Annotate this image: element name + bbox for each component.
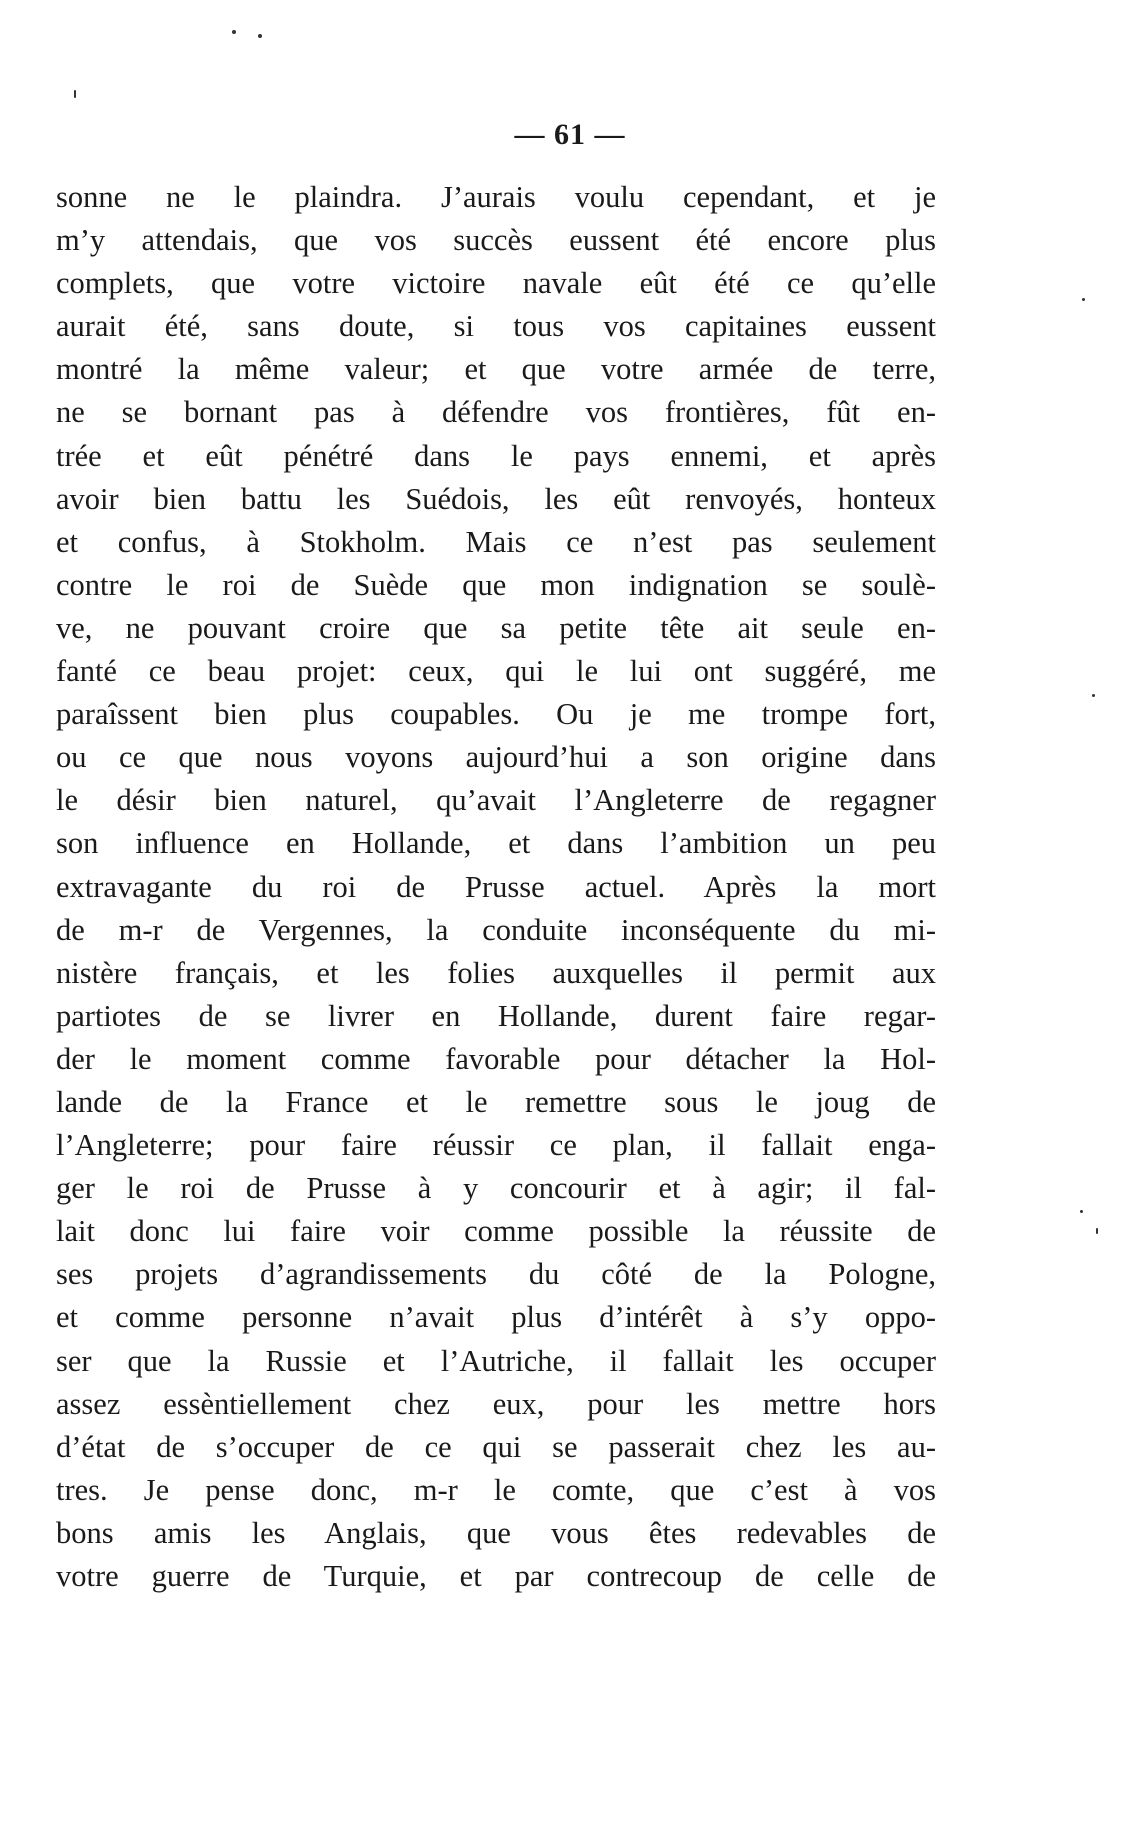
ink-speck <box>74 90 76 98</box>
text-line: paraîssent bien plus coupables. Ou je me trompe fort, <box>56 697 936 732</box>
text-line: aurait été, sans doute, si tous vos capitaines eussent <box>56 309 936 344</box>
text-line: votre guerre de Turquie, et par contrecoup de celle de <box>56 1559 936 1593</box>
text-line: d’état de s’occuper de ce qui se passerait chez les au- <box>56 1429 936 1464</box>
text-line: m’y attendais, que vos succès eussent été encore plus <box>56 223 936 258</box>
text-line: lande de la France et le remettre sous le joug de <box>56 1084 936 1119</box>
text-line: et confus, à Stokholm. Mais ce n’est pas seulement <box>56 524 936 559</box>
text-line: montré la même valeur; et que votre armée de terre, <box>56 352 936 387</box>
text-line: contre le roi de Suède que mon indignation se soulè- <box>56 567 936 602</box>
ink-speck <box>1080 1210 1083 1213</box>
text-line: de m-r de Vergennes, la conduite inconséquente du mi- <box>56 912 936 947</box>
text-line: trée et eût pénétré dans le pays ennemi, et après <box>56 438 936 473</box>
ink-speck <box>1092 694 1095 697</box>
text-line: ser que la Russie et l’Autriche, il fallait les occuper <box>56 1343 936 1378</box>
text-line: ve, ne pouvant croire que sa petite tête ait seule en- <box>56 610 936 645</box>
text-line: assez essèntiellement chez eux, pour les mettre hors <box>56 1386 936 1421</box>
text-line: der le moment comme favorable pour détacher la Hol- <box>56 1041 936 1076</box>
text-line: l’Angleterre; pour faire réussir ce plan, il fallait enga- <box>56 1128 936 1163</box>
text-line: partiotes de se livrer en Hollande, durent faire regar- <box>56 998 936 1033</box>
text-line: sonne ne le plaindra. J’aurais voulu cependant, et je <box>56 180 936 214</box>
ink-speck <box>232 30 236 34</box>
text-line: ou ce que nous voyons aujourd’hui a son origine dans <box>56 740 936 775</box>
text-line: tres. Je pense donc, m-r le comte, que c’est à vos <box>56 1472 936 1507</box>
text-line: complets, que votre victoire navale eût été ce qu’elle <box>56 266 936 301</box>
text-line: le désir bien naturel, qu’avait l’Angleterre de regagner <box>56 783 936 818</box>
text-line: ses projets d’agrandissements du côté de la Pologne, <box>56 1257 936 1292</box>
text-line: son influence en Hollande, et dans l’ambition un peu <box>56 826 936 861</box>
ink-speck <box>258 34 262 38</box>
text-line: ger le roi de Prusse à y concourir et à agir; il fal- <box>56 1171 936 1206</box>
text-line: bons amis les Anglais, que vous êtes redevables de <box>56 1515 936 1550</box>
body-text <box>56 176 936 1598</box>
text-line: fanté ce beau projet: ceux, qui le lui ont suggéré, me <box>56 654 936 689</box>
page-number: — 61 — <box>514 118 626 151</box>
text-line: ne se bornant pas à défendre vos frontières, fût en- <box>56 395 936 430</box>
ink-speck <box>1082 298 1085 301</box>
ink-speck <box>1096 1228 1098 1234</box>
text-line: nistère français, et les folies auxquelles il permit aux <box>56 955 936 990</box>
text-line: avoir bien battu les Suédois, les eût renvoyés, honteux <box>56 481 936 516</box>
text-line: et comme personne n’avait plus d’intérêt à s’y oppo- <box>56 1300 936 1335</box>
text-line: extravagante du roi de Prusse actuel. Après la mort <box>56 869 936 904</box>
text-line: lait donc lui faire voir comme possible la réussite de <box>56 1214 936 1249</box>
